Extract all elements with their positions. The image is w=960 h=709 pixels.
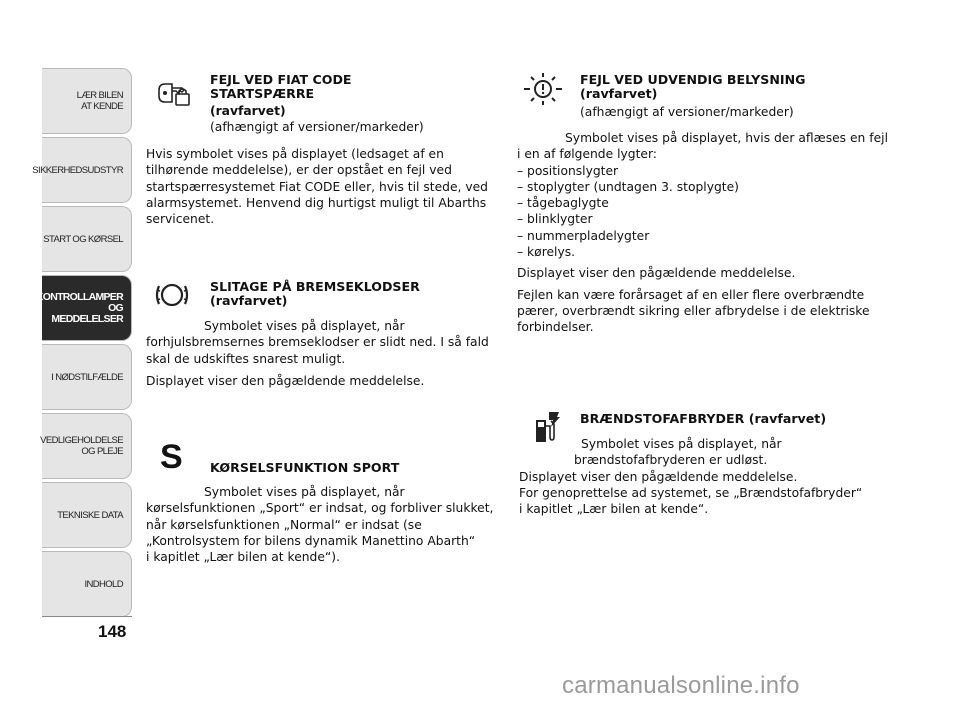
exterior-lights-cause-line: pærer, overbrændt sikring eller afbrydelse i de elektriske [517, 303, 870, 318]
brake-pads-body-line: Symbolet vises på displayet, når [204, 319, 405, 333]
fuel-cutoff-body-line: Displayet viser den pågældende meddelelse. [519, 469, 798, 484]
fuel-cutoff-title: BRÆNDSTOFAFBRYDER (ravfarvet) [580, 411, 827, 426]
sport-s-icon: S [160, 438, 183, 476]
exterior-lights-title-line1: FEJL VED UDVENDIG BELYSNING [580, 72, 806, 87]
exterior-lights-list-item: – tågebaglygte [517, 196, 609, 211]
tab-i-nodstilfaelde[interactable]: I NØDSTILFÆLDE [42, 344, 132, 410]
brake-pads-display-note: Displayet viser den pågældende meddelelse. [146, 373, 425, 388]
key-lock-icon [156, 80, 192, 108]
exterior-lights-list-item: – stoplygter (undtagen 3. stoplygte) [517, 179, 739, 194]
sport-body [146, 484, 493, 565]
fiat-code-body-line: alarmsystemet. Henvend dig hurtigst muligt til Abarths [146, 195, 487, 210]
exterior-lights-title-line2: (ravfarvet) [580, 86, 658, 101]
fiat-code-title [210, 73, 352, 101]
exterior-lights-body-line: Symbolet vises på displayet, hvis der aflæses en fejl [565, 131, 888, 145]
fiat-code-title-line1: FEJL VED FIAT CODE [210, 72, 352, 87]
fiat-code-color: (ravfarvet) [210, 104, 286, 118]
exterior-lights-availability: (afhængigt af versioner/markeder) [580, 105, 794, 119]
sport-body-line: kørselsfunktionen „Sport“ er indsat, og forbliver slukket, [146, 501, 494, 516]
exterior-lights-list-item: – nummerpladelygter [517, 228, 650, 243]
fuel-cutoff-body [519, 436, 862, 517]
tab-sikkerhedsudstyr[interactable]: SIKKERHEDSUDSTYR [42, 137, 132, 203]
brake-pad-icon [154, 281, 190, 309]
exterior-lights-list-item: – kørelys. [517, 245, 576, 260]
exterior-lights-cause-line: Fejlen kan være forårsaget af en eller flere overbrændte [517, 287, 865, 302]
sport-body-line: når kørselsfunktionen „Normal“ er indsat (se [146, 517, 422, 532]
tab-vedligeholdelse[interactable]: VEDLIGEHOLDELSE OG PLEJE [42, 413, 132, 479]
brake-pads-title-line2: (ravfarvet) [210, 293, 288, 308]
brake-pads-body-line: forhjulsbremsernes bremseklodser er slidt ned. I så fald [146, 335, 489, 350]
fiat-code-body-line: startspærresystemet Fiat CODE eller, hvis til stede, ved [146, 179, 488, 194]
exterior-lights-body [517, 130, 888, 336]
brake-pads-title [210, 280, 420, 308]
fiat-code-subtitle [210, 103, 424, 136]
brake-pads-body-line: skal de udskiftes snarest muligt. [146, 351, 346, 366]
fuel-cutoff-body-line: i kapitlet „Lær bilen at kende“. [519, 502, 709, 517]
watermark: carmanualsonline.info [562, 672, 800, 699]
fuel-cutoff-body-line: Symbolet vises på displayet, når [581, 437, 782, 451]
exterior-lights-cause-line: forbindelser. [517, 320, 594, 335]
exterior-lights-display-note: Displayet viser den pågældende meddelelse. [517, 266, 796, 281]
page-number: 148 [98, 622, 127, 641]
exterior-lights-title [580, 73, 805, 101]
exterior-lights-body-line: i en af følgende lygter: [517, 147, 657, 162]
sport-title: KØRSELSFUNKTION SPORT [210, 460, 400, 475]
tab-laer-bilen[interactable]: LÆR BILEN AT KENDE [42, 68, 132, 134]
fiat-code-body [146, 146, 488, 227]
tab-kontrollamper[interactable]: KONTROLLAMPER OG MEDDELELSER [42, 275, 132, 341]
fiat-code-body-line: servicenet. [146, 212, 215, 227]
tab-tekniske-data[interactable]: TEKNISKE DATA [42, 482, 132, 548]
brake-pads-title-line1: SLITAGE PÅ BREMSEKLODSER [210, 279, 420, 294]
fiat-code-body-line: Hvis symbolet vises på displayet (ledsaget af en [146, 147, 444, 161]
fiat-code-availability: (afhængigt af versioner/markeder) [210, 120, 424, 135]
fiat-code-body-line: tilhørende meddelelse), er der opstået en fejl ved [146, 163, 452, 178]
fuel-cutoff-body-line: For genoprettelse ad systemet, se „Brændstofafbryder“ [519, 485, 863, 500]
tab-indhold[interactable]: INDHOLD [42, 551, 132, 617]
tab-start-og-korsel[interactable]: START OG KØRSEL [42, 206, 132, 272]
page-divider [42, 616, 132, 617]
exterior-lights-list-item: – blinklygter [517, 212, 593, 227]
fiat-code-title-line2: STARTSPÆRRE [210, 86, 315, 101]
brake-pads-body [146, 318, 489, 389]
sport-body-line: i kapitlet „Lær bilen at kende“). [146, 550, 341, 565]
exterior-lights-list-item: – positionslygter [517, 163, 619, 178]
exterior-light-warning-icon [522, 72, 564, 106]
sport-body-line: Symbolet vises på displayet, når [204, 485, 405, 499]
sport-body-line: „Kontrolsystem for bilens dynamik Manettino Abarth“ [146, 533, 476, 548]
fuel-cutoff-body-line: brændstofafbryderen er udløst. [574, 453, 768, 468]
